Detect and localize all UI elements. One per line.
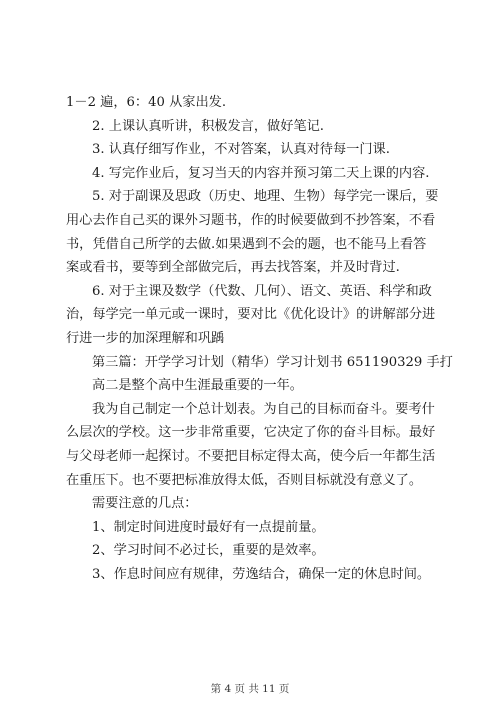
text-line-15: 么层次的学校。这一步非常重要，它决定了你的奋斗目标。最好 xyxy=(66,425,436,441)
text-line-16: 与父母老师一起探讨。不要把目标定得太高，使今后一年都生活 xyxy=(66,448,436,464)
page-number-footer: 第 4 页 共 11 页 xyxy=(210,683,290,695)
text-line-11: 行进一步的加深理解和巩踽 xyxy=(66,330,225,346)
text-line-17: 在重压下。也不要把标准放得太低，否则目标就没有意义了。 xyxy=(66,472,423,488)
text-line-5: 5. 对于副课及思政（历史、地理、生物）每学完一课后，要 xyxy=(92,189,439,205)
text-line-7: 书，凭借自己所学的去做.如果遇到不会的题，也不能马上看答 xyxy=(66,236,427,252)
text-line-20: 2、学习时间不必过长，重要的是效率。 xyxy=(92,543,325,559)
text-line-1: 1－2 遍，6：40 从家出发. xyxy=(66,95,227,110)
document-body xyxy=(66,91,453,586)
text-line-2: 2. 上课认真听讲，积极发言，做好笔记. xyxy=(92,118,324,134)
text-line-10: 治，每学完一单元或一课时，要对比《优化设计》的讲解部分进 xyxy=(66,307,436,323)
text-line-21: 3、作息时间应有规律，劳逸结合，确保一定的休息时间。 xyxy=(92,566,431,582)
text-line-19: 1、制定时间进度时最好有一点提前量。 xyxy=(92,519,325,535)
text-line-9: 6. 对于主课及数学（代数、几何）、语文、英语、科学和政 xyxy=(92,283,432,299)
text-line-18: 需要注意的几点： xyxy=(92,496,198,512)
text-line-4: 4. 写完作业后，复习当天的内容并预习第二天上课的内容. xyxy=(92,165,430,181)
text-line-3: 3. 认真仔细写作业，不对答案，认真对待每一门课. xyxy=(92,142,390,158)
text-line-8: 案或看书，要等到全部做完后，再去找答案，并及时背过. xyxy=(66,260,400,276)
text-line-6: 用心去作自己买的课外习题书，作的时候要做到不抄答案，不看 xyxy=(66,212,436,228)
text-line-13: 高二是整个高中生涯最重要的一年。 xyxy=(92,378,303,394)
text-line-14: 我为自己制定一个总计划表。为自己的目标而奋斗。要考什 xyxy=(92,401,435,417)
section-heading-line: 第三篇：开学学习计划（精华）学习计划书 651190329 手打 xyxy=(92,354,453,370)
